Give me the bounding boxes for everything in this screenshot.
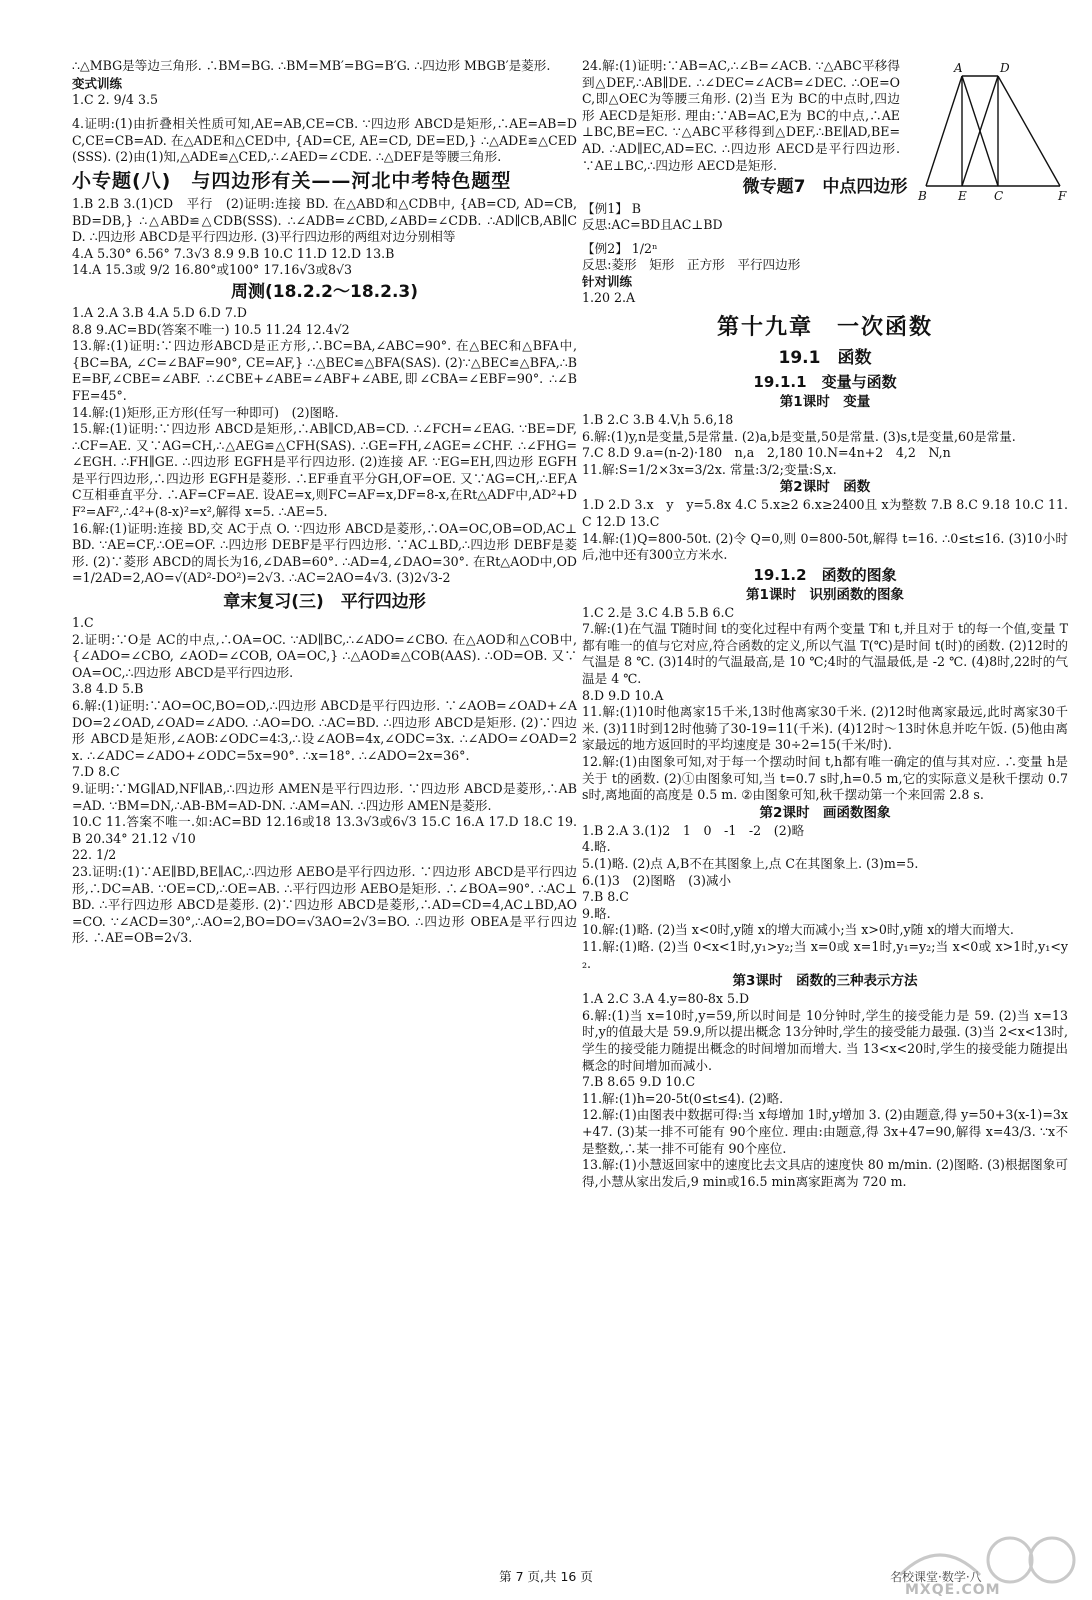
review-q1: 1.C xyxy=(72,615,94,631)
weekly-answers-b: 8.8 9.AC=BD(答案不唯一) 10.5 11.24 12.4√2 xyxy=(72,321,350,337)
weekly-q15: 15.解:(1)证明:∵四边形 ABCD是矩形,∴AB∥CD,AB=CD. ∴∠FCH=∠EAG. ∵BE=DF,∴CF=AE. 又∵AG=CH,∴△AEG≌△CFH(SAS). ∴GE=FH,∠AGE=∠CHF. ∴∠FHG=∠EGH. ∴FH∥GE. ∴四边形 EGFH是平行四边形. (2)连接 AF. ∵EG=EH,四边形 EGFH是平行四边形,∴四边形 EGFH是菱形. ∴EF垂直平分GH,OF=OE. 又∵AG=CH,∴EF,AC互相垂直平分. ∴AF=CF=AE. 设AE=x,则FC=AF=x,DF=8-x,在Rt△ADF中,AD²+DF²=AF²,∴4²+(8-x)²=x²,解得 x=5. ∴AE=5. xyxy=(72,421,577,520)
weekly-answers-a: 1.A 2.A 3.B 4.A 5.D 6.D 7.D xyxy=(72,304,247,320)
lesson1-q11: 11.解:S=1/2×3x=3/2x. 常量:3/2;变量:S,x. xyxy=(582,461,837,477)
fig-line-df xyxy=(998,76,1060,186)
graph1-q8-10: 8.D 9.D 10.A xyxy=(582,687,664,703)
graph2-q5: 5.(1)略. (2)点 A,B不在其图象上,点 C在其图象上. (3)m=5. xyxy=(582,856,919,871)
page-footer: 第 7 页,共 16 页 xyxy=(499,1569,593,1584)
graph1-q7: 7.解:(1)在气温 T随时间 t的变化过程中有两个变量 T和 t,并且对于 t的每一个值,变量 T都有唯一的值与它对应,符合函数的定义,所以气温 T(℃)是时间 t(时)的函数. (2)12时的气温是 8 ℃. (3)14时的气温最高,是 10 ℃;4时的气温最低,是 -2 ℃. (4)8时,22时的气温是 4 ℃. xyxy=(582,621,1068,687)
review-q3-5: 3.8 4.D 5.B xyxy=(72,681,144,697)
graph2-q4: 4.略. xyxy=(582,839,611,855)
lesson-graph-2-title: 第2课时 画函数图象 xyxy=(759,804,891,821)
graph2-q11: 11.解:(1)略. (2)当 0<x<1时,y₁>y₂;当 x=0或 x=1时,y₁=y₂;当 x<0或 x>1时,y₁<y₂. xyxy=(582,938,1068,971)
trapezoid-figure xyxy=(910,62,1070,202)
targeted-answers: 1.20 2.A xyxy=(582,290,636,306)
left-column xyxy=(72,58,577,947)
lesson-1-title: 第1课时 变量 xyxy=(779,393,871,410)
lesson2-q14: 14.解:(1)Q=800-50t. (2)令 Q=0,则 0=800-50t,解得 t=16. ∴0≤t≤16. (3)10小时后,池中还有300立方米水. xyxy=(582,530,1068,563)
lesson-graph-3-title: 第3课时 函数的三种表示方法 xyxy=(732,973,918,990)
fig-label-e: E xyxy=(958,189,967,202)
graph3-answers-a: 1.A 2.C 3.A 4.y=80-8x 5.D xyxy=(582,991,750,1007)
question-24: 24.解:(1)证明:∵AB=AC,∴∠B=∠ACB. ∵△ABC平移得到△DEF,∴AB∥DE. ∴∠DEC=∠ACB=∠DEC. ∴OE=OC,即△OEC为等腰三角形. (2)当 E为 BC的中点时,四边形 AECD是矩形. 理由:∵AB=AC,E为 BC的中点,∴AE⊥BC,BE=EC. ∵△ABC平移得到△DEF,∴BE∥AD,BE=AD. ∴AD∥EC,AD=EC. ∴四边形 AECD是平行四边形. ∵AE⊥BC,∴四边形 AECD是矩形. xyxy=(582,58,900,173)
weekly-test-title: 周测(18.2.2～18.2.3) xyxy=(231,281,418,302)
review-q22: 22. 1/2 xyxy=(72,847,117,863)
weekly-q14: 14.解:(1)矩形,正方形(任写一种即可) (2)图略. xyxy=(72,404,339,420)
label-variant-training: 变式训练 xyxy=(72,75,123,91)
topic8-answers-c: 14.A 15.3或 9/2 16.80°或100° 17.16√3或8√3 xyxy=(72,262,353,278)
example-1-reflection: 反思:AC=BD且AC⊥BD xyxy=(582,217,723,233)
fig-line-ab xyxy=(926,76,962,186)
micro-topic-title: 微专题7 中点四边形 xyxy=(742,177,908,198)
variant-answers: 1.C 2. 9/4 3.5 xyxy=(72,91,158,107)
fig-label-c: C xyxy=(994,189,1004,202)
section-title-topic-8: 小专题(八) 与四边形有关——河北中考特色题型 xyxy=(72,169,512,192)
section-19-1-2-title: 19.1.2 函数的图象 xyxy=(753,565,897,584)
graph1-answers-a: 1.C 2.是 3.C 4.B 5.B 6.C xyxy=(582,604,735,620)
graph2-q6: 6.(1)3 (2)图略 (3)减小 xyxy=(582,872,732,888)
chapter-review-title: 章末复习(三) 平行四边形 xyxy=(223,592,426,613)
example-1: 【例1】 B xyxy=(582,201,642,217)
graph3-q13: 13.解:(1)小慧返回家中的速度比去文具店的速度快 80 m/min. (2)图略. (3)根据图象可得,小慧从家出发后,9 min或16.5 min离家距离为 720 m. xyxy=(582,1157,1068,1189)
graph1-q11: 11.解:(1)10时他离家15千米,13时他离家30千米. (2)12时他离家最远,此时离家30千米. (3)11时到12时他骑了30-19=11(千米). (4)12时～13时休息并吃午饭. (5)他由离家最远的地方返回时的平均速度是 30÷2=15(千米/时). xyxy=(582,704,1068,753)
fig-label-a: A xyxy=(954,62,963,75)
graph1-q12: 12.解:(1)由图象可知,对于每一个摆动时间 t,h都有唯一确定的值与其对应. ∴变量 h是关于 t的函数. (2)①由图象可知,当 t=0.7 s时,h=0.5 m,它的实际意义是秋千摆动 0.7 s时,离地面的高度是 0.5 m. ②由图象可知,秋千摆动第一个来回需 2.8 s. xyxy=(582,754,1068,803)
graph2-q7-8: 7.B 8.C xyxy=(582,889,629,905)
weekly-q16: 16.解:(1)证明:连接 BD,交 AC于点 O. ∵四边形 ABCD是菱形,∴OA=OC,OB=OD,AC⊥BD. ∵AE=CF,∴OE=OF. ∴四边形 DEBF是平行四边形. ∵AC⊥BD,∴四边形 DEBF是菱形. (2)∵菱形 ABCD的周长为16,∠DAB=60°. ∴AD=4,∠DAO=30°. 在Rt△AOD中,OD=1/2AD=2,AO=√(AD²-DO²)=2√3. ∴AC=2AO=4√3. (3)2√3-2 xyxy=(72,520,577,586)
left-top-text: ∴△MBG是等边三角形. ∴BM=BG. ∴BM=MB′=BG=B′G. ∴四边形 MBGB′是菱形. xyxy=(72,58,551,73)
section-19-1-title: 19.1 函数 xyxy=(778,347,872,368)
watermark-book-name: 名校课堂·数学·八 xyxy=(890,1570,982,1584)
graph3-q6: 6.解:(1)当 x=10时,y=59,所以时间是 10分钟时,学生的接受能力是 59. (2)当 x=13时,y的值最大是 59.9,所以提出概念 13分钟时,学生的接受能力最强. (3)当 2<x<13时,学生的接受能力随提出概念的时间增加而增大. 当 13<x<20时,学生的接受能力随提出概念的时间增加而减小. xyxy=(582,1007,1068,1073)
review-q7-8: 7.D 8.C xyxy=(72,764,120,780)
lesson1-q6: 6.解:(1)y,n是变量,5是常量. (2)a,b是变量,50是常量. (3)s,t是变量,60是常量. xyxy=(582,428,1016,444)
question-4: 4.证明:(1)由折叠相关性质可知,AE=AB,CE=CB. ∵四边形 ABCD是矩形,∴AE=AB=DC,CE=CB=AD. 在△ADE和△CED中, {AD=CE, AE=CD, DE=ED,} ∴△ADE≌△CED(SSS). (2)由(1)知,△ADE≌△CED,∴∠AED=∠CDE. ∴△DEF是等腰三角形. xyxy=(72,116,577,165)
right-column xyxy=(582,58,1068,1190)
example-2: 【例2】 1/2ⁿ xyxy=(582,240,658,256)
watermark-url: MXQE.COM xyxy=(905,1582,1001,1598)
lesson1-answers-a: 1.B 2.C 3.B 4.V,h 5.6,18 xyxy=(582,411,734,427)
graph3-q7-10: 7.B 8.65 9.D 10.C xyxy=(582,1074,696,1090)
example-2-reflection: 反思:菱形 矩形 正方形 平行四边形 xyxy=(582,256,801,272)
review-q23: 23.证明:(1)∵AE∥BD,BE∥AC,∴四边形 AEBO是平行四边形. ∵四边形 ABCD是平行四边形,∴DC=AB. ∵OE=CD,∴OE=AB. ∴平行四边形 AEBO是矩形. ∴∠BOA=90°. ∴AC⊥BD. ∴平行四边形 ABCD是菱形. (2)∵四边形 ABCD是菱形,∴AD=CD=4,AC⊥BD,AO=CO. ∵∠ACD=30°,∴AO=2,BO=DO=√3AO=2√3=BO. ∴四边形 OBEA是平行四边形. ∴AE=OB=2√3. xyxy=(72,863,577,946)
topic8-answers-a: 1.B 2.B 3.(1)CD 平行 (2)证明:连接 BD. 在△ABD和△CDB中, {AB=CD, AD=CB, BD=DB,} ∴△ABD≌△CDB(SSS). ∴∠ADB=∠CBD,∠ABD=∠CDB. ∴AD∥CB,AB∥CD. ∴四边形 ABCD是平行四边形. (3)平行四边形的两组对边分别相等 xyxy=(72,195,577,245)
fig-label-b: B xyxy=(918,189,927,202)
review-q9: 9.证明:∵MG∥AD,NF∥AB,∴四边形 AMEN是平行四边形. ∵四边形 ABCD是菱形,∴AB=AD. ∵BM=DN,∴AB-BM=AD-DN. ∴AM=AN. ∴四边形 AMEN是菱形. xyxy=(72,780,577,813)
lesson1-q7-10: 7.C 8.D 9.a=(n-2)·180 n,a 2,180 10.N=4n+2 4,2 N,n xyxy=(582,445,951,461)
review-q2: 2.证明:∵O是 AC的中点,∴OA=OC. ∵AD∥BC,∴∠ADO=∠CBO. 在△AOD和△COB中, {∠ADO=∠CBO, ∠AOD=∠COB, OA=OC,} ∴△AOD≌△COB(AAS). ∴OD=OB. 又∵OA=OC,∴四边形 ABCD是平行四边形. xyxy=(72,631,577,680)
chapter-19-title: 第十九章 一次函数 xyxy=(716,314,933,340)
graph2-q9: 9.略. xyxy=(582,905,611,921)
fig-label-d: D xyxy=(1000,62,1010,75)
graph3-q12: 12.解:(1)由图表中数据可得:当 x每增加 1时,y增加 3. (2)由题意,得 y=50+3(x-1)=3x+47. (3)某一排不可能有 90个座位. 理由:由题意,得 3x+47=90,解得 x=43/3. ∵x不是整数,∴某一排不可能有 90个座位. xyxy=(582,1107,1068,1156)
graph2-answers-a: 1.B 2.A 3.(1)2 1 0 -1 -2 (2)略 xyxy=(582,822,805,838)
topic8-answers-b: 4.A 5.30° 6.56° 7.3√3 8.9 9.B 10.C 11.D 12.D 13.B xyxy=(72,245,395,261)
graph3-q11: 11.解:(1)h=20-5t(0≤t≤4). (2)略. xyxy=(582,1090,784,1106)
graph2-q10: 10.解:(1)略. (2)当 x<0时,y随 x的增大而减小;当 x>0时,y随 x的增大而增大. xyxy=(582,922,1014,938)
lesson-2-title: 第2课时 函数 xyxy=(779,479,871,496)
lesson-graph-1-title: 第1课时 识别函数的图象 xyxy=(746,586,904,603)
review-q6: 6.解:(1)证明:∵AO=OC,BO=OD,∴四边形 ABCD是平行四边形. ∵∠AOB=∠OAD+∠ADO=2∠OAD,∠OAD=∠ADO. ∴AO=DO. ∴AC=BD. ∴四边形 ABCD是矩形. (2)∵四边形 ABCD是矩形,∠AOB∶∠ODC=4∶3,∴设∠AOB=4x,∠ODC=3x. ∴∠ADO=∠OAD=2x. ∴∠ADC=∠ADO+∠ODC=5x=90°. ∴x=18°. ∴∠ADO=2x=36°. xyxy=(72,698,577,763)
section-19-1-1-title: 19.1.1 变量与函数 xyxy=(753,372,897,391)
weekly-q13: 13.解:(1)证明:∵四边形ABCD是正方形,∴BC=BA,∠ABC=90°. 在△BEC和△BFA中, {BC=BA, ∠C=∠BAF=90°, CE=AF,} ∴△BEC≌△BFA(SAS). (2)∵△BEC≌△BFA,∴BE=BF,∠CBE=∠ABF. ∴∠CBE+∠ABE=∠ABF+∠ABE,即∠CBA=∠EBF=90°. ∴∠BFE=45°. xyxy=(72,338,577,403)
review-q10-21: 10.C 11.答案不唯一.如:AC=BD 12.16或18 13.3√3或6√3 15.C 16.A 17.D 18.C 19.B 20.34° 21.12 √10 xyxy=(72,814,577,846)
lesson2-answers-a: 1.D 2.D 3.x y y=5.8x 4.C 5.x≥2 6.x≥2400且 x为整数 7.B 8.C 9.18 10.C 11.C 12.D 13.C xyxy=(582,497,1068,529)
label-targeted-training: 针对训练 xyxy=(582,274,633,290)
fig-label-f: F xyxy=(1058,189,1067,202)
